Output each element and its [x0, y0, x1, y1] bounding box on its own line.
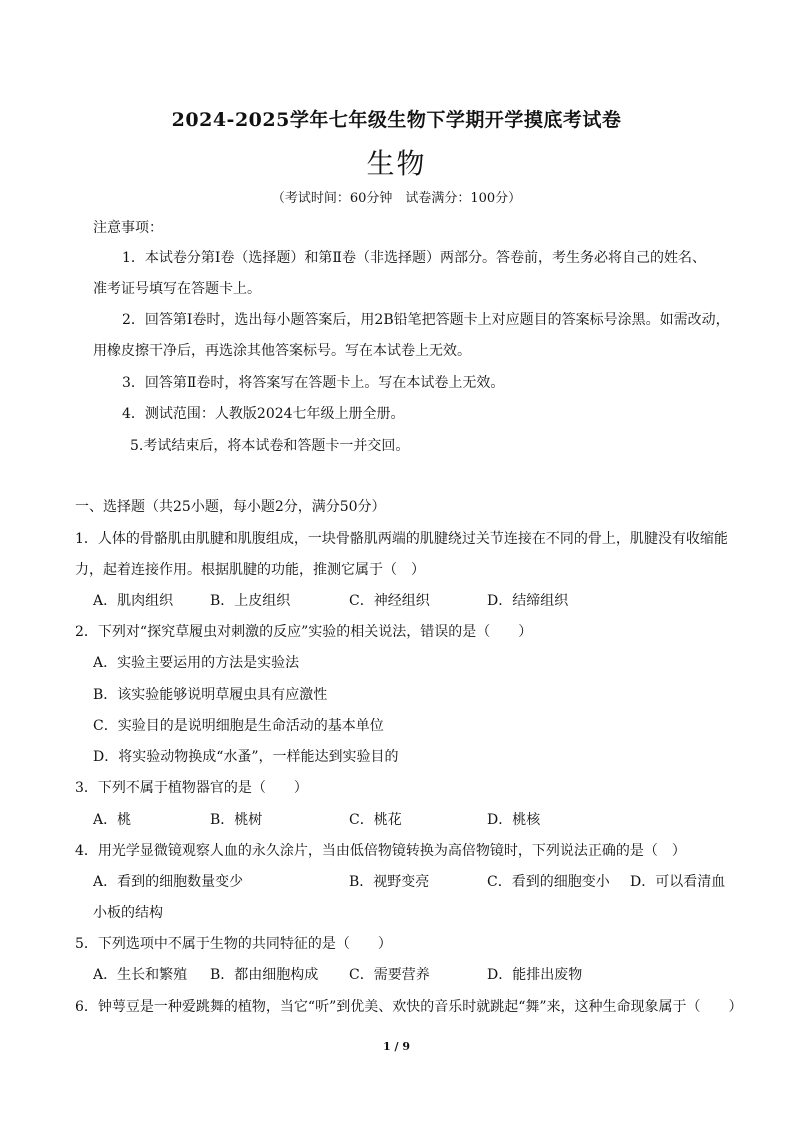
question-1-stem: 1．人体的骨骼肌由肌腱和肌腹组成，一块骨骼肌两端的肌腱绕过关节连接在不同的骨上，肌腱没有收缩能 [75, 531, 728, 547]
notice-heading: 注意事项： [93, 220, 163, 236]
notice-item-1-cont: 准考证号填写在答题卡上。 [93, 281, 261, 297]
notice-item-1: 1．本试卷分第Ⅰ卷（选择题）和第Ⅱ卷（非选择题）两部分。答卷前，考生务必将自己的姓名、 [122, 250, 706, 266]
question-6-stem: 6．钟萼豆是一种爱跳舞的植物，当它“听”到优美、欢快的音乐时就跳起“舞”来，这种生命现象属于（ ） [75, 999, 743, 1015]
option-b: B．上皮组织 [210, 593, 291, 609]
option-c: C．需要营养 [349, 967, 430, 983]
exam-title: 2024-2025学年七年级生物下学期开学摸底考试卷 [171, 109, 622, 131]
notice-item-5: 5.考试结束后，将本试卷和答题卡一并交回。 [130, 438, 410, 454]
notice-item-3: 3．回答第Ⅱ卷时，将答案写在答题卡上。写在本试卷上无效。 [122, 375, 505, 391]
option-d: D．桃核 [487, 812, 541, 828]
option-d: D．结缔组织 [487, 593, 569, 609]
option-c: C．桃花 [349, 812, 402, 828]
question-1-stem-cont: 力，起着连接作用。根据肌腱的功能，推测它属于（ ） [75, 562, 425, 578]
option-c: C．看到的细胞变小 [487, 874, 610, 890]
question-4-stem: 4．用光学显微镜观察人血的永久涂片，当由低倍物镜转换为高倍物镜时，下列说法正确的是（ ） [75, 843, 686, 859]
option-b: B．都由细胞构成 [210, 967, 319, 983]
option-d: D．将实验动物换成“水蚤”，一样能达到实验目的 [93, 749, 399, 765]
section-heading: 一、选择题（共25小题，每小题2分，满分50分） [75, 499, 386, 515]
option-d: D．能排出废物 [487, 967, 583, 983]
option-c: C．实验目的是说明细胞是生命活动的基本单位 [93, 718, 384, 734]
option-d-cont: 小板的结构 [93, 905, 163, 921]
option-a: A．实验主要运用的方法是实验法 [93, 655, 300, 671]
option-a: A．生长和繁殖 [93, 967, 188, 983]
exam-info: （考试时间：60分钟 试卷满分：100分） [271, 191, 522, 206]
option-a: A．桃 [93, 812, 132, 828]
option-b: B．视野变亮 [349, 874, 430, 890]
page-number: 1 / 9 [383, 1040, 410, 1053]
question-2-stem: 2．下列对“探究草履虫对刺激的反应”实验的相关说法，错误的是（ ） [75, 624, 533, 640]
question-3-stem: 3．下列不属于植物器官的是（ ） [75, 780, 308, 796]
option-a: A．肌肉组织 [93, 593, 174, 609]
notice-item-2-cont: 用橡皮擦干净后，再选涂其他答案标号。写在本试卷上无效。 [93, 343, 471, 359]
option-d: D．可以看清血 [630, 874, 726, 890]
option-b: B．桃树 [210, 812, 263, 828]
option-a: A．看到的细胞数量变少 [93, 874, 244, 890]
question-5-stem: 5．下列选项中不属于生物的共同特征的是（ ） [75, 936, 392, 952]
option-c: C．神经组织 [349, 593, 430, 609]
option-b: B．该实验能够说明草履虫具有应激性 [93, 687, 328, 703]
notice-item-4: 4．测试范围：人教版2024七年级上册全册。 [122, 406, 405, 422]
subject-title: 生物 [366, 147, 427, 180]
notice-item-2: 2．回答第Ⅰ卷时，选出每小题答案后，用2B铅笔把答题卡上对应题目的答案标号涂黑。如需改动， [122, 312, 730, 328]
